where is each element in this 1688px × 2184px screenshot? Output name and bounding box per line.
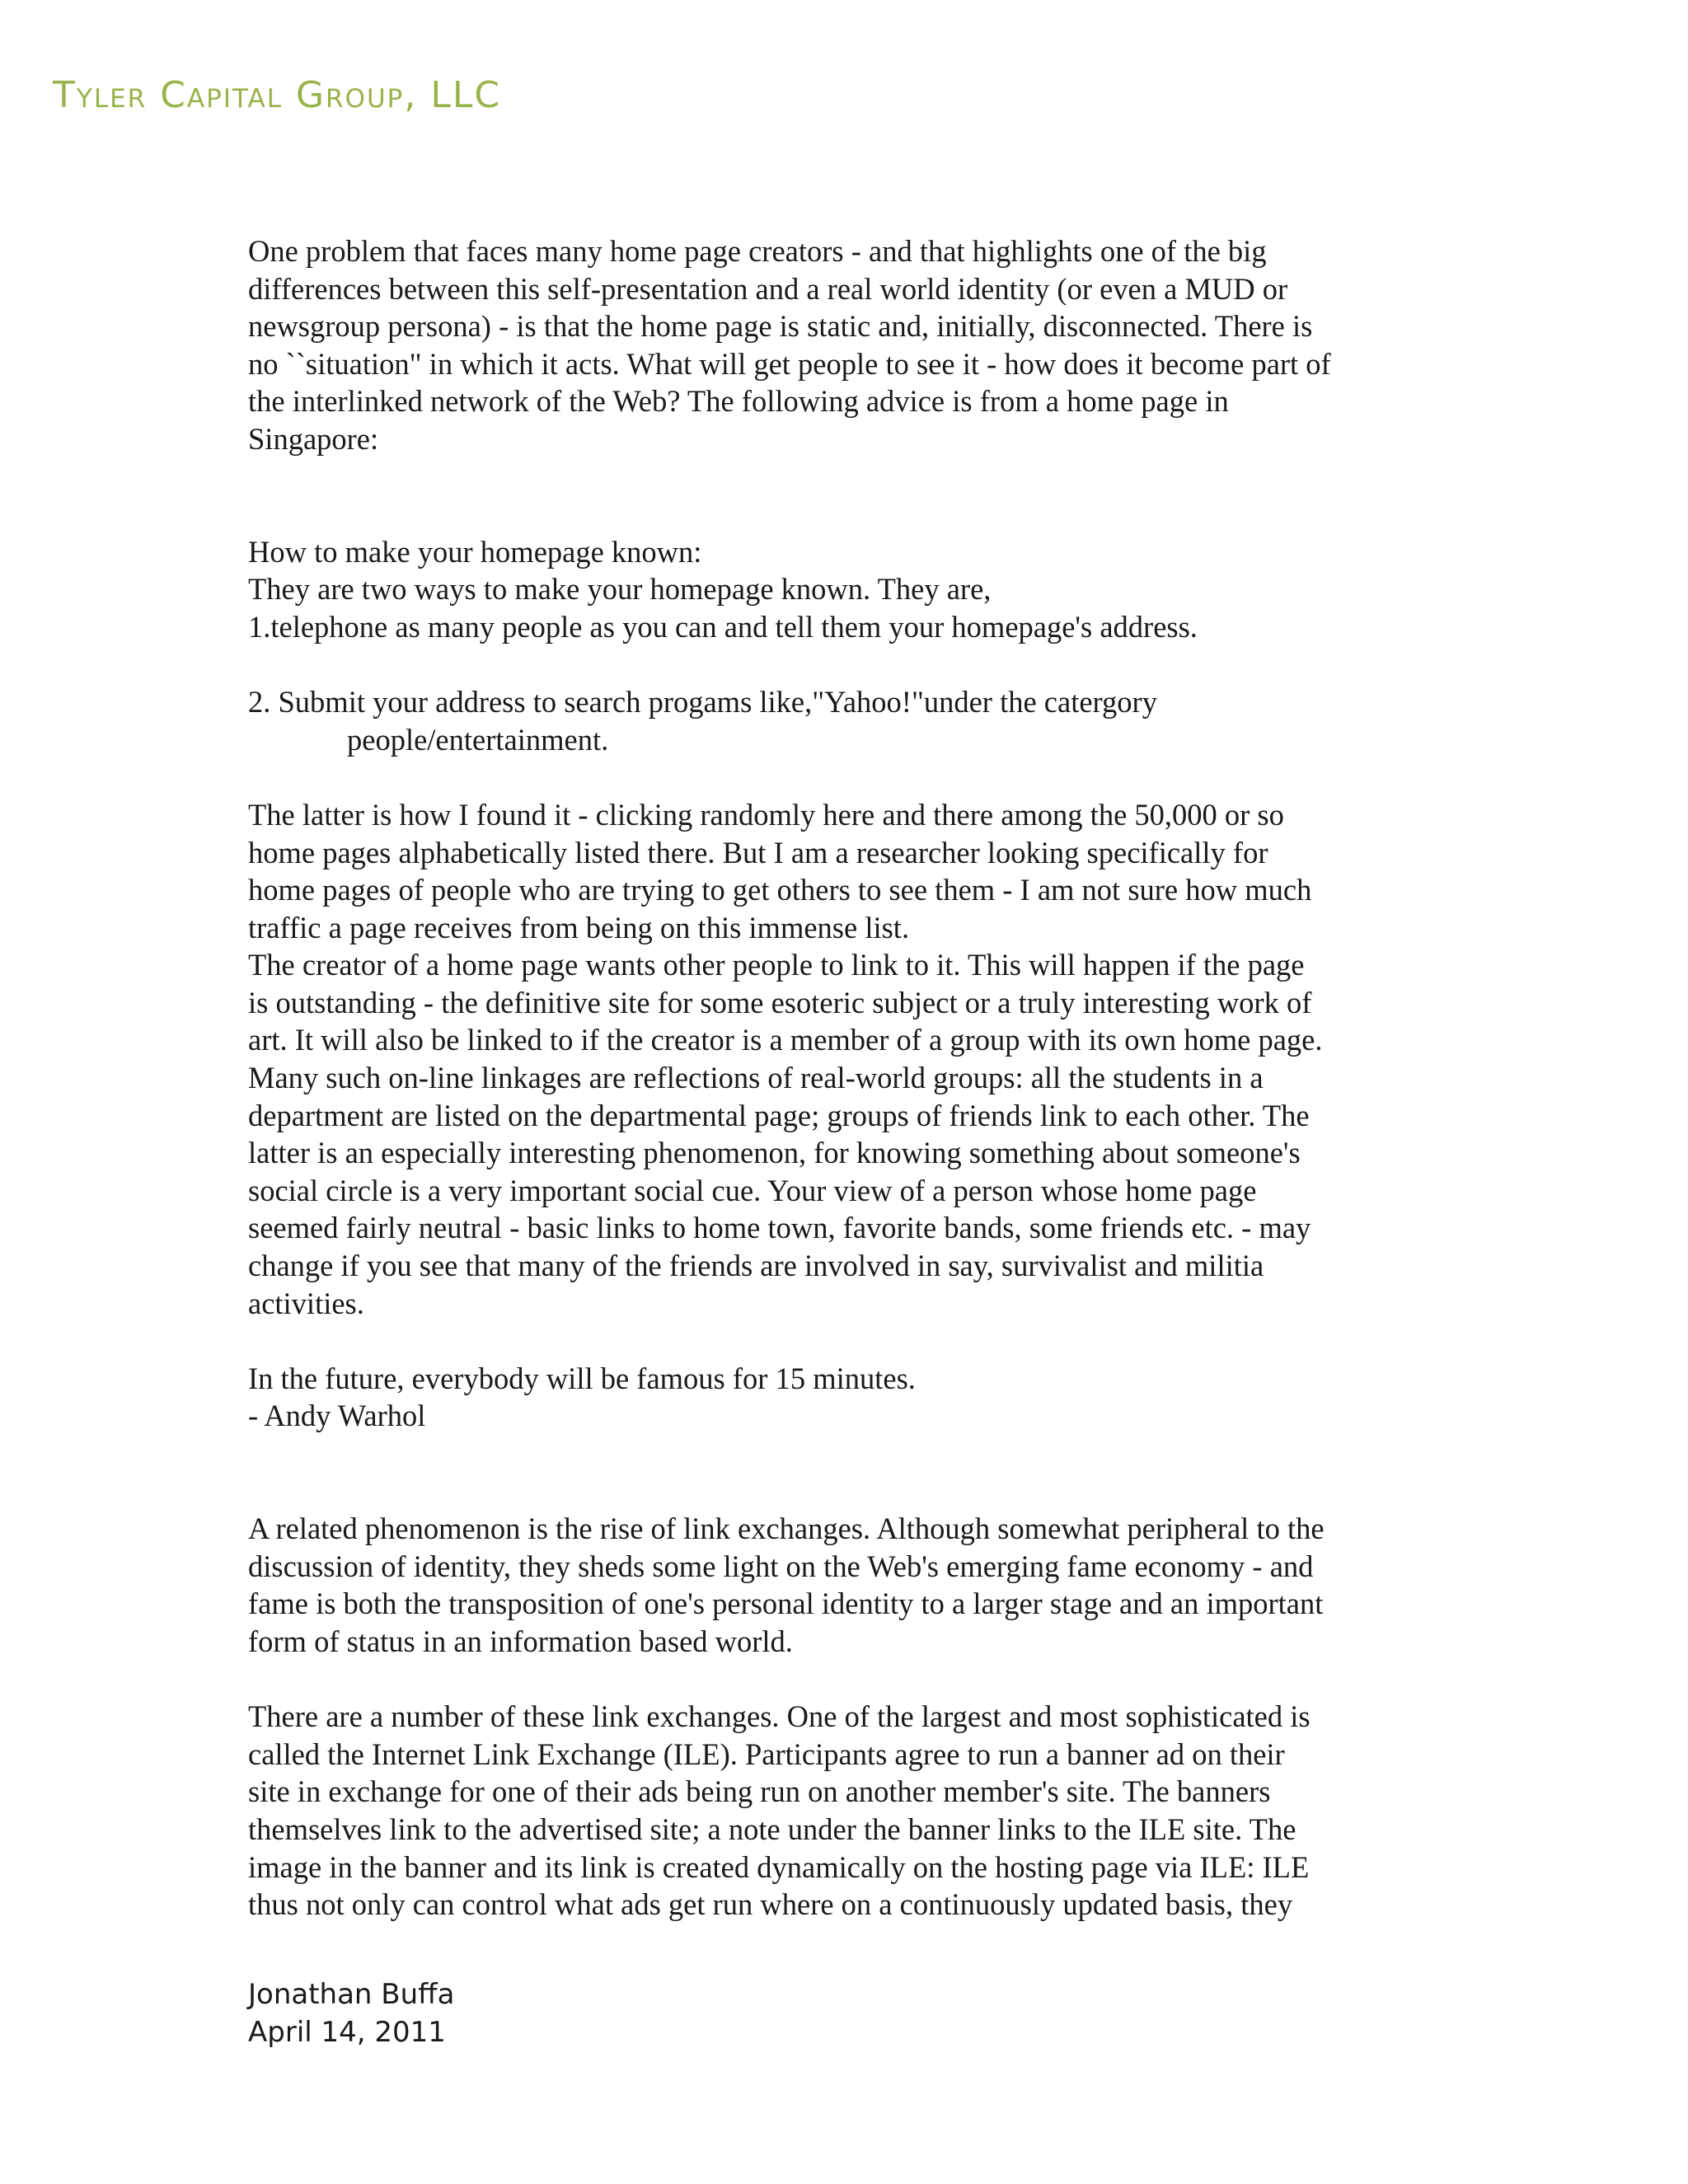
paragraph-intro xyxy=(248,232,1451,458)
text-line: activities. xyxy=(248,1286,364,1320)
advice-item-2-continued: people/entertainment. xyxy=(347,722,609,757)
text-line: home pages alphabetically listed there. But I am a researcher looking specifically for xyxy=(248,835,1268,869)
text-line: The creator of a home page wants other people to link to it. This will happen if the page xyxy=(248,948,1305,982)
text-line: image in the banner and its link is created dynamically on the hosting page via ILE: ILE xyxy=(248,1849,1310,1884)
text-line: One problem that faces many home page creators - and that highlights one of the big xyxy=(248,234,1267,268)
text-line: differences between this self-presentation and a real world identity (or even a MUD or xyxy=(248,271,1288,306)
text-line: latter is an especially interesting phenomenon, for knowing something about someone's xyxy=(248,1136,1301,1170)
epigraph-quote: In the future, everybody will be famous for 15 minutes. xyxy=(248,1361,916,1395)
text-line: called the Internet Link Exchange (ILE). Participants agree to run a banner ad on their xyxy=(248,1736,1285,1771)
text-line: traffic a page receives from being on this immense list. xyxy=(248,910,910,944)
text-line: form of status in an information based world. xyxy=(248,1624,793,1658)
advice-item-2: 2. Submit your address to search progams like,"Yahoo!"under the catergory xyxy=(248,685,1157,719)
document-date: April 14, 2011 xyxy=(248,2015,446,2049)
text-line: thus not only can control what ads get run where on a continuously updated basis, they xyxy=(248,1887,1293,1922)
text-line: themselves link to the advertised site; a note under the banner links to the ILE site. The xyxy=(248,1811,1296,1846)
text-line: A related phenomenon is the rise of link exchanges. Although somewhat peripheral to the xyxy=(248,1511,1325,1546)
document-body xyxy=(248,232,1451,1924)
text-line: discussion of identity, they sheds some light on the Web's emerging fame economy - and xyxy=(248,1549,1314,1583)
text-line: Many such on-line linkages are reflections of real-world groups: all the students in a xyxy=(248,1061,1264,1095)
text-line: There are a number of these link exchanges. One of the largest and most sophisticated is xyxy=(248,1699,1311,1734)
author-name: Jonathan Buffa xyxy=(248,1978,455,2011)
text-line: art. It will also be linked to if the creator is a member of a group with its own home page. xyxy=(248,1023,1323,1057)
text-line: home pages of people who are trying to get others to see them - I am not sure how much xyxy=(248,873,1312,907)
text-line: department are listed on the departmental page; groups of friends link to each other. The xyxy=(248,1098,1310,1132)
paragraph-ile xyxy=(248,1698,1451,1924)
company-letterhead: Tyler Capital Group, LLC xyxy=(53,74,502,116)
text-line: fame is both the transposition of one's personal identity to a larger stage and an important xyxy=(248,1586,1324,1621)
epigraph-attribution: - Andy Warhol xyxy=(248,1399,426,1433)
advice-intro: They are two ways to make your homepage known. They are, xyxy=(248,572,992,607)
quoted-advice xyxy=(248,533,1451,759)
paragraph-latter xyxy=(248,796,1451,1322)
text-line: Singapore: xyxy=(248,421,379,456)
text-line: seemed fairly neutral - basic links to home town, favorite bands, some friends etc. - may xyxy=(248,1211,1311,1245)
signature-block xyxy=(248,1976,454,2051)
advice-item-1: 1.telephone as many people as you can and tell them your homepage's address. xyxy=(248,609,1198,644)
text-line: site in exchange for one of their ads being run on another member's site. The banners xyxy=(248,1774,1271,1809)
text-line: newsgroup persona) - is that the home page is static and, initially, disconnected. There is xyxy=(248,309,1313,344)
text-line: change if you see that many of the friends are involved in say, survivalist and militia xyxy=(248,1249,1264,1283)
paragraph-link-exchanges xyxy=(248,1510,1451,1660)
text-line: The latter is how I found it - clicking randomly here and there among the 50,000 or so xyxy=(248,797,1284,832)
text-line: no ``situation" in which it acts. What will get people to see it - how does it become part of xyxy=(248,346,1331,381)
text-line: is outstanding - the definitive site for some esoteric subject or a truly interesting work of xyxy=(248,985,1312,1019)
text-line: the interlinked network of the Web? The following advice is from a home page in xyxy=(248,384,1229,419)
text-line: social circle is a very important social cue. Your view of a person whose home page xyxy=(248,1173,1257,1207)
advice-heading: How to make your homepage known: xyxy=(248,534,702,569)
epigraph xyxy=(248,1360,1451,1435)
